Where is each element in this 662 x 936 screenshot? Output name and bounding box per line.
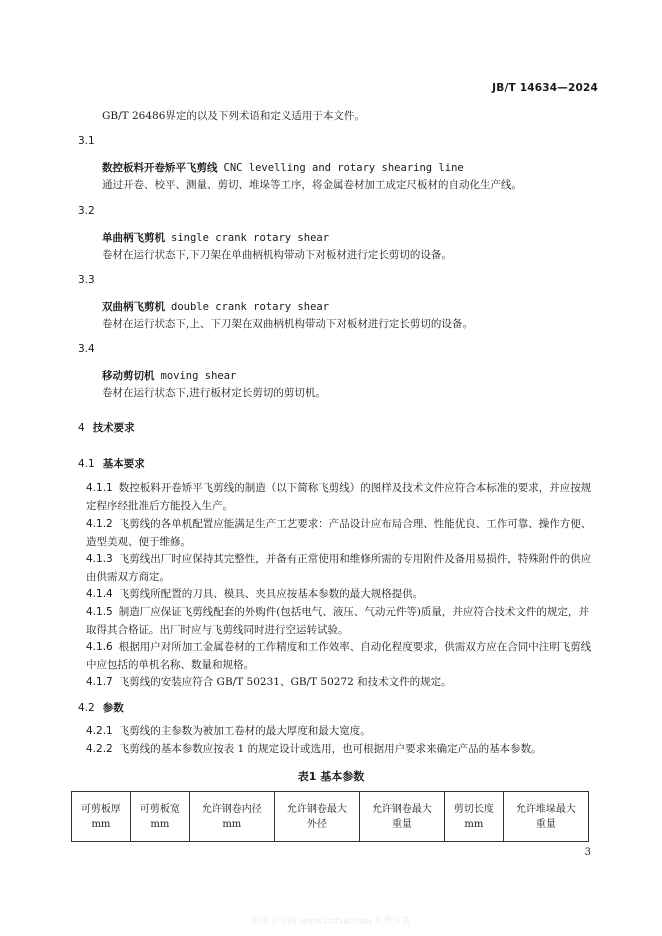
table-header-cell: 允许钢卷内径 mm bbox=[189, 792, 274, 842]
section-number: 4 bbox=[78, 422, 85, 434]
term-definition: 卷材在运行状态下,下刀架在单曲柄机构带动下对板材进行定长剪切的设备。 bbox=[102, 249, 452, 261]
term-title bbox=[102, 299, 329, 314]
table-caption: 表1 基本参数 bbox=[297, 770, 365, 783]
term-en: double crank rotary shear bbox=[171, 301, 330, 313]
section-heading bbox=[78, 420, 135, 435]
term-cn: 数控板料开卷矫平飞剪线 bbox=[102, 162, 218, 174]
term-en: CNC levelling and rotary shearing line bbox=[223, 162, 464, 174]
parameter-table bbox=[71, 791, 589, 842]
term-en: single crank rotary shear bbox=[171, 232, 330, 244]
term-number: 3.3 bbox=[78, 274, 95, 286]
clause: 4.1.4 飞剪线所配置的刀具、模具、夹具应按基本参数的最大规格提供。 bbox=[86, 588, 424, 600]
table-header-row bbox=[72, 792, 589, 842]
term-number: 3.1 bbox=[78, 135, 95, 147]
table-header-cell: 可剪板厚 mm bbox=[72, 792, 131, 842]
term-definition: 通过开卷、校平、测量、剪切、堆垛等工序，将金属卷材加工成定尺板材的自动化生产线。 bbox=[102, 179, 522, 191]
section-number: 4.1 bbox=[78, 458, 95, 470]
term-title bbox=[102, 230, 329, 245]
intro-text: GB/T 26486界定的以及下列术语和定义适用于本文件。 bbox=[102, 110, 365, 122]
clause: 4.1.5 制造厂应保证飞剪线配套的外购件(包括电气、液压、气动元件等)质量，并应符合技术文件的规定，并取得其合格证。出厂时应与飞剪线同时进行空运转试验。 bbox=[86, 606, 589, 636]
standard-number: JB/T 14634—2024 bbox=[492, 82, 598, 94]
term-cn: 移动剪切机 bbox=[102, 370, 155, 382]
term-definition: 卷材在运行状态下,上、下刀架在双曲柄机构带动下对板材进行定长剪切的设备。 bbox=[102, 318, 473, 330]
subsection-heading bbox=[78, 456, 145, 471]
clause: 4.2.1 飞剪线的主参数为被加工卷材的最大厚度和最大宽度。 bbox=[86, 725, 371, 737]
term-title bbox=[102, 368, 236, 383]
term-title bbox=[102, 160, 464, 175]
clause: 4.2.2 飞剪线的基本参数应按表 1 的规定设计或选用，也可根据用户要求来确定产品的基本参数。 bbox=[86, 743, 542, 755]
term-cn: 单曲柄飞剪机 bbox=[102, 232, 165, 244]
footer-watermark: 标准分享网 www.bzfxw.com 免费下载 bbox=[251, 917, 411, 927]
clause: 4.1.7 飞剪线的安装应符合 GB/T 50231、GB/T 50272 和技术文件的规定。 bbox=[86, 676, 452, 688]
term-number: 3.2 bbox=[78, 205, 95, 217]
section-title: 基本要求 bbox=[102, 458, 145, 470]
section-title: 技术要求 bbox=[92, 422, 135, 434]
table-header-cell: 允许堆垛最大 重量 bbox=[503, 792, 588, 842]
page-number: 3 bbox=[584, 847, 591, 858]
table-header-cell: 剪切长度 mm bbox=[444, 792, 503, 842]
clause: 4.1.3 飞剪线出厂时应保持其完整性，并备有正常使用和维修所需的专用附件及备用易损件，特殊附件的供应由供需双方商定。 bbox=[86, 553, 592, 583]
section-title: 参数 bbox=[102, 702, 124, 714]
subsection-heading bbox=[78, 700, 124, 715]
table-header-cell: 允许钢卷最大 重量 bbox=[359, 792, 444, 842]
section-number: 4.2 bbox=[78, 702, 95, 714]
term-en: moving shear bbox=[160, 370, 237, 382]
term-cn: 双曲柄飞剪机 bbox=[102, 301, 165, 313]
table-header-cell: 允许钢卷最大 外径 bbox=[274, 792, 359, 842]
term-definition: 卷材在运行状态下,进行板材定长剪切的剪切机。 bbox=[102, 387, 326, 399]
clause: 4.1.1 数控板料开卷矫平飞剪线的制造（以下简称飞剪线）的图样及技术文件应符合本标准的要求，并应按规定程序经批准后方能投入生产。 bbox=[86, 482, 592, 512]
clause: 4.1.2 飞剪线的各单机配置应能满足生产工艺要求：产品设计应布局合理、性能优良、工作可靠、操作方便、造型美观、便于维修。 bbox=[86, 518, 592, 548]
table-header-cell: 可剪板宽 mm bbox=[130, 792, 189, 842]
clause: 4.1.6 根据用户对所加工金属卷材的工作精度和工作效率、自动化程度要求，供需双方应在合同中注明飞剪线中应包括的单机名称、数量和规格。 bbox=[86, 641, 592, 671]
term-number: 3.4 bbox=[78, 343, 95, 355]
